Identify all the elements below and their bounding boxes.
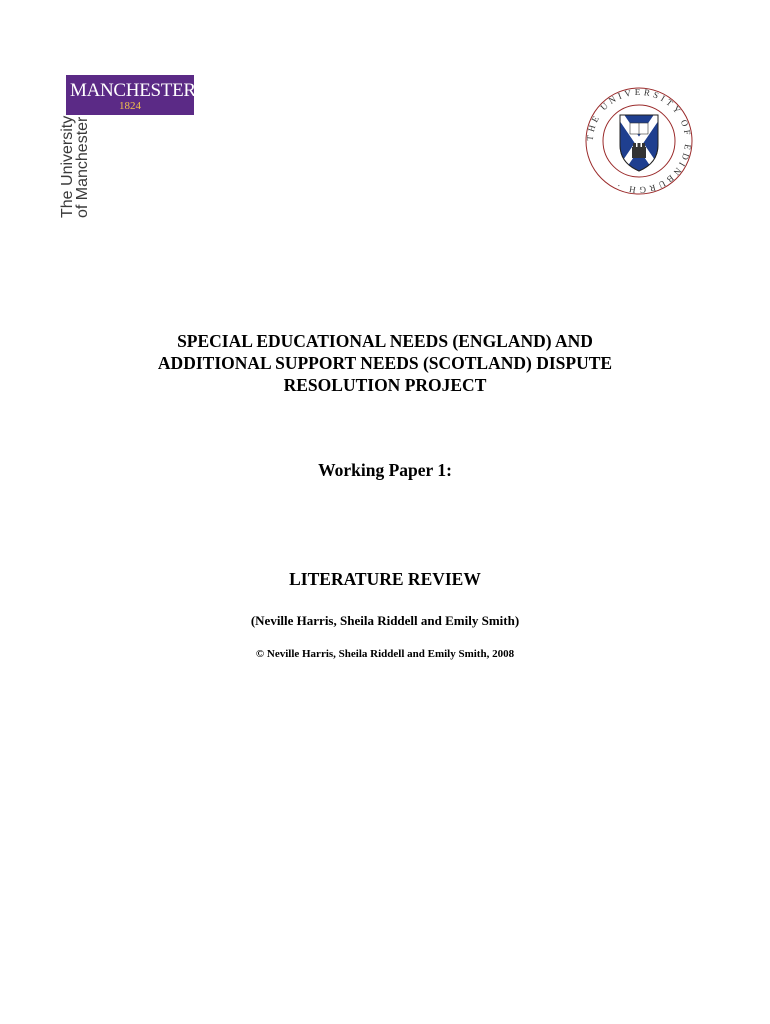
authors-line: (Neville Harris, Sheila Riddell and Emily Smith) [250,613,520,628]
manchester-year: 1824 [119,100,141,112]
title-line-3: RESOLUTION PROJECT [283,375,487,395]
svg-text:THE UNIVERSITY OF EDINBURGH ·: THE UNIVERSITY OF EDINBURGH · [584,86,694,196]
edinburgh-seal-logo [583,85,695,197]
title-line-2: ADDITIONAL SUPPORT NEEDS (SCOTLAND) DISPUTE [157,353,613,373]
manchester-university-line1: The University [59,115,76,218]
document-title [0,330,770,396]
manchester-logo-wordmark [66,75,194,115]
manchester-wordmark-text: MANCHESTER [70,80,196,101]
manchester-university-line2: of Manchester [74,116,91,218]
title-line-1: SPECIAL EDUCATIONAL NEEDS (ENGLAND) AND [177,331,593,351]
document-subtitle: LITERATURE REVIEW [289,569,481,589]
copyright-line: © Neville Harris, Sheila Riddell and Emily Smith, 2008 [255,648,515,660]
working-paper-label: Working Paper 1: [318,460,452,480]
manchester-university-label [59,115,165,218]
